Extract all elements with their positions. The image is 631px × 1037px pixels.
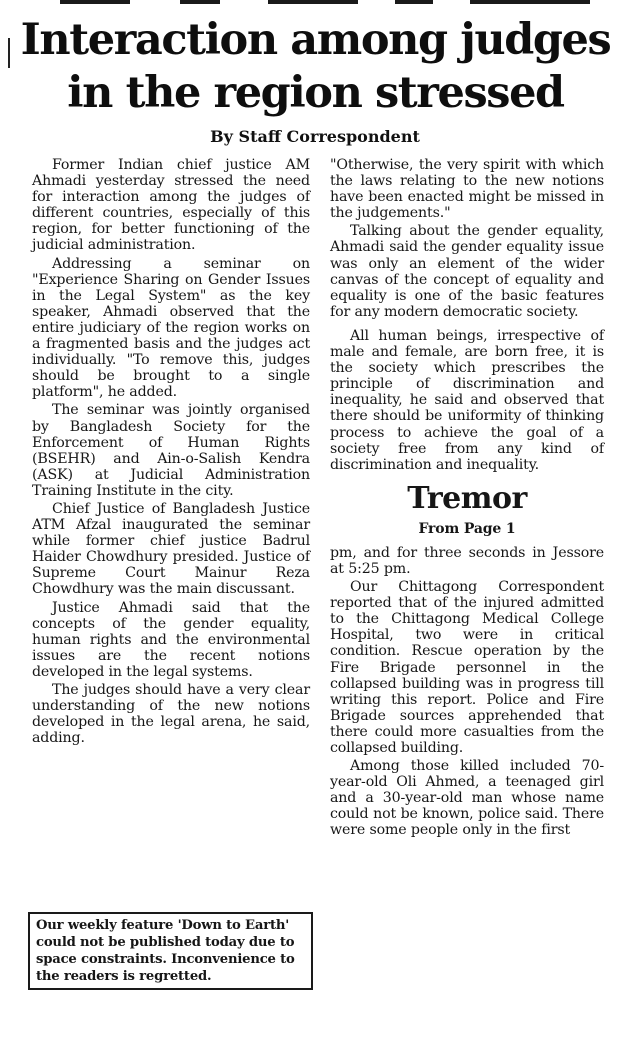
tremor-paragraph: Our Chittagong Correspondent reported that of the injured admitted to the Chittagong Medical College Hospital, two were in critical condition. Rescue operation by the Fire Brigade personnel in the collapsed building was in progress till writing this report. Police and Fire Brigade sources apprehended that there could more casualties from the collapsed building.	[330, 579, 604, 756]
article-paragraph: Talking about the gender equality, Ahmadi said the gender equality issue was only an element of the wider canvas of the concept of equality and equality is one of the basic features for any modern democratic society.	[330, 223, 604, 320]
article-column-left	[32, 157, 310, 748]
article-paragraph: Chief Justice of Bangladesh Justice ATM Afzal inaugurated the seminar while former chief justice Badrul Haider Chowdhury presided. Justice of Supreme Court Mainur Reza Chowdhury was the main discussant.	[32, 500, 310, 598]
article-column-right	[330, 157, 604, 841]
article-paragraph: All human beings, irrespective of male and female, are born free, it is the society which prescribes the principle of discrimination and inequality, he said and observed that there should be uniformity of thinking process to achieve the goal of a society free from any kind of discrimination and inequality.	[330, 327, 604, 473]
article-paragraph: Justice Ahmadi said that the concepts of the gender equality, human rights and the environmental issues are the recent notions developed in the legal systems.	[32, 599, 310, 680]
top-cut-strip	[0, 0, 631, 6]
article-paragraph: Former Indian chief justice AM Ahmadi yesterday stressed the need for interaction among the judges of different countries, especially of this region, for better functioning of the judicial administration.	[32, 157, 310, 254]
tremor-paragraph: pm, and for three seconds in Jessore at 5:25 pm.	[330, 544, 604, 577]
tremor-headline: Tremor	[407, 480, 527, 516]
notice-box: Our weekly feature 'Down to Earth' could not be published today due to space constraints. Inconvenience to the readers is regretted.	[28, 912, 313, 990]
tremor-jump-line: From Page 1	[418, 520, 516, 537]
article-paragraph: Addressing a seminar on "Experience Sharing on Gender Issues in the Legal System" as the key speaker, Ahmadi observed that the entire judiciary of the region works on a fragmented basis and the judges act individually. "To remove this, judges should be brought to a single platform", he added.	[32, 255, 310, 401]
article-headline: Interaction among judges in the region stressed	[20, 15, 611, 118]
article-byline: By Staff Correspondent	[210, 127, 420, 146]
article-paragraph: The judges should have a very clear understanding of the new notions developed in the legal arena, he said, adding.	[32, 682, 310, 747]
article-paragraph: "Otherwise, the very spirit with which the laws relating to the new notions have been enacted might be missed in the judgements."	[330, 157, 604, 222]
tremor-paragraph: Among those killed included 70-year-old Oli Ahmed, a teenaged girl and a 30-year-old man whose name could not be known, police said. There were some people only in the first	[330, 758, 604, 839]
article-paragraph: The seminar was jointly organised by Bangladesh Society for the Enforcement of Human Rights (BSEHR) and Ain-o-Salish Kendra (ASK) at Judicial Administration Training Institute in the city.	[32, 402, 310, 499]
